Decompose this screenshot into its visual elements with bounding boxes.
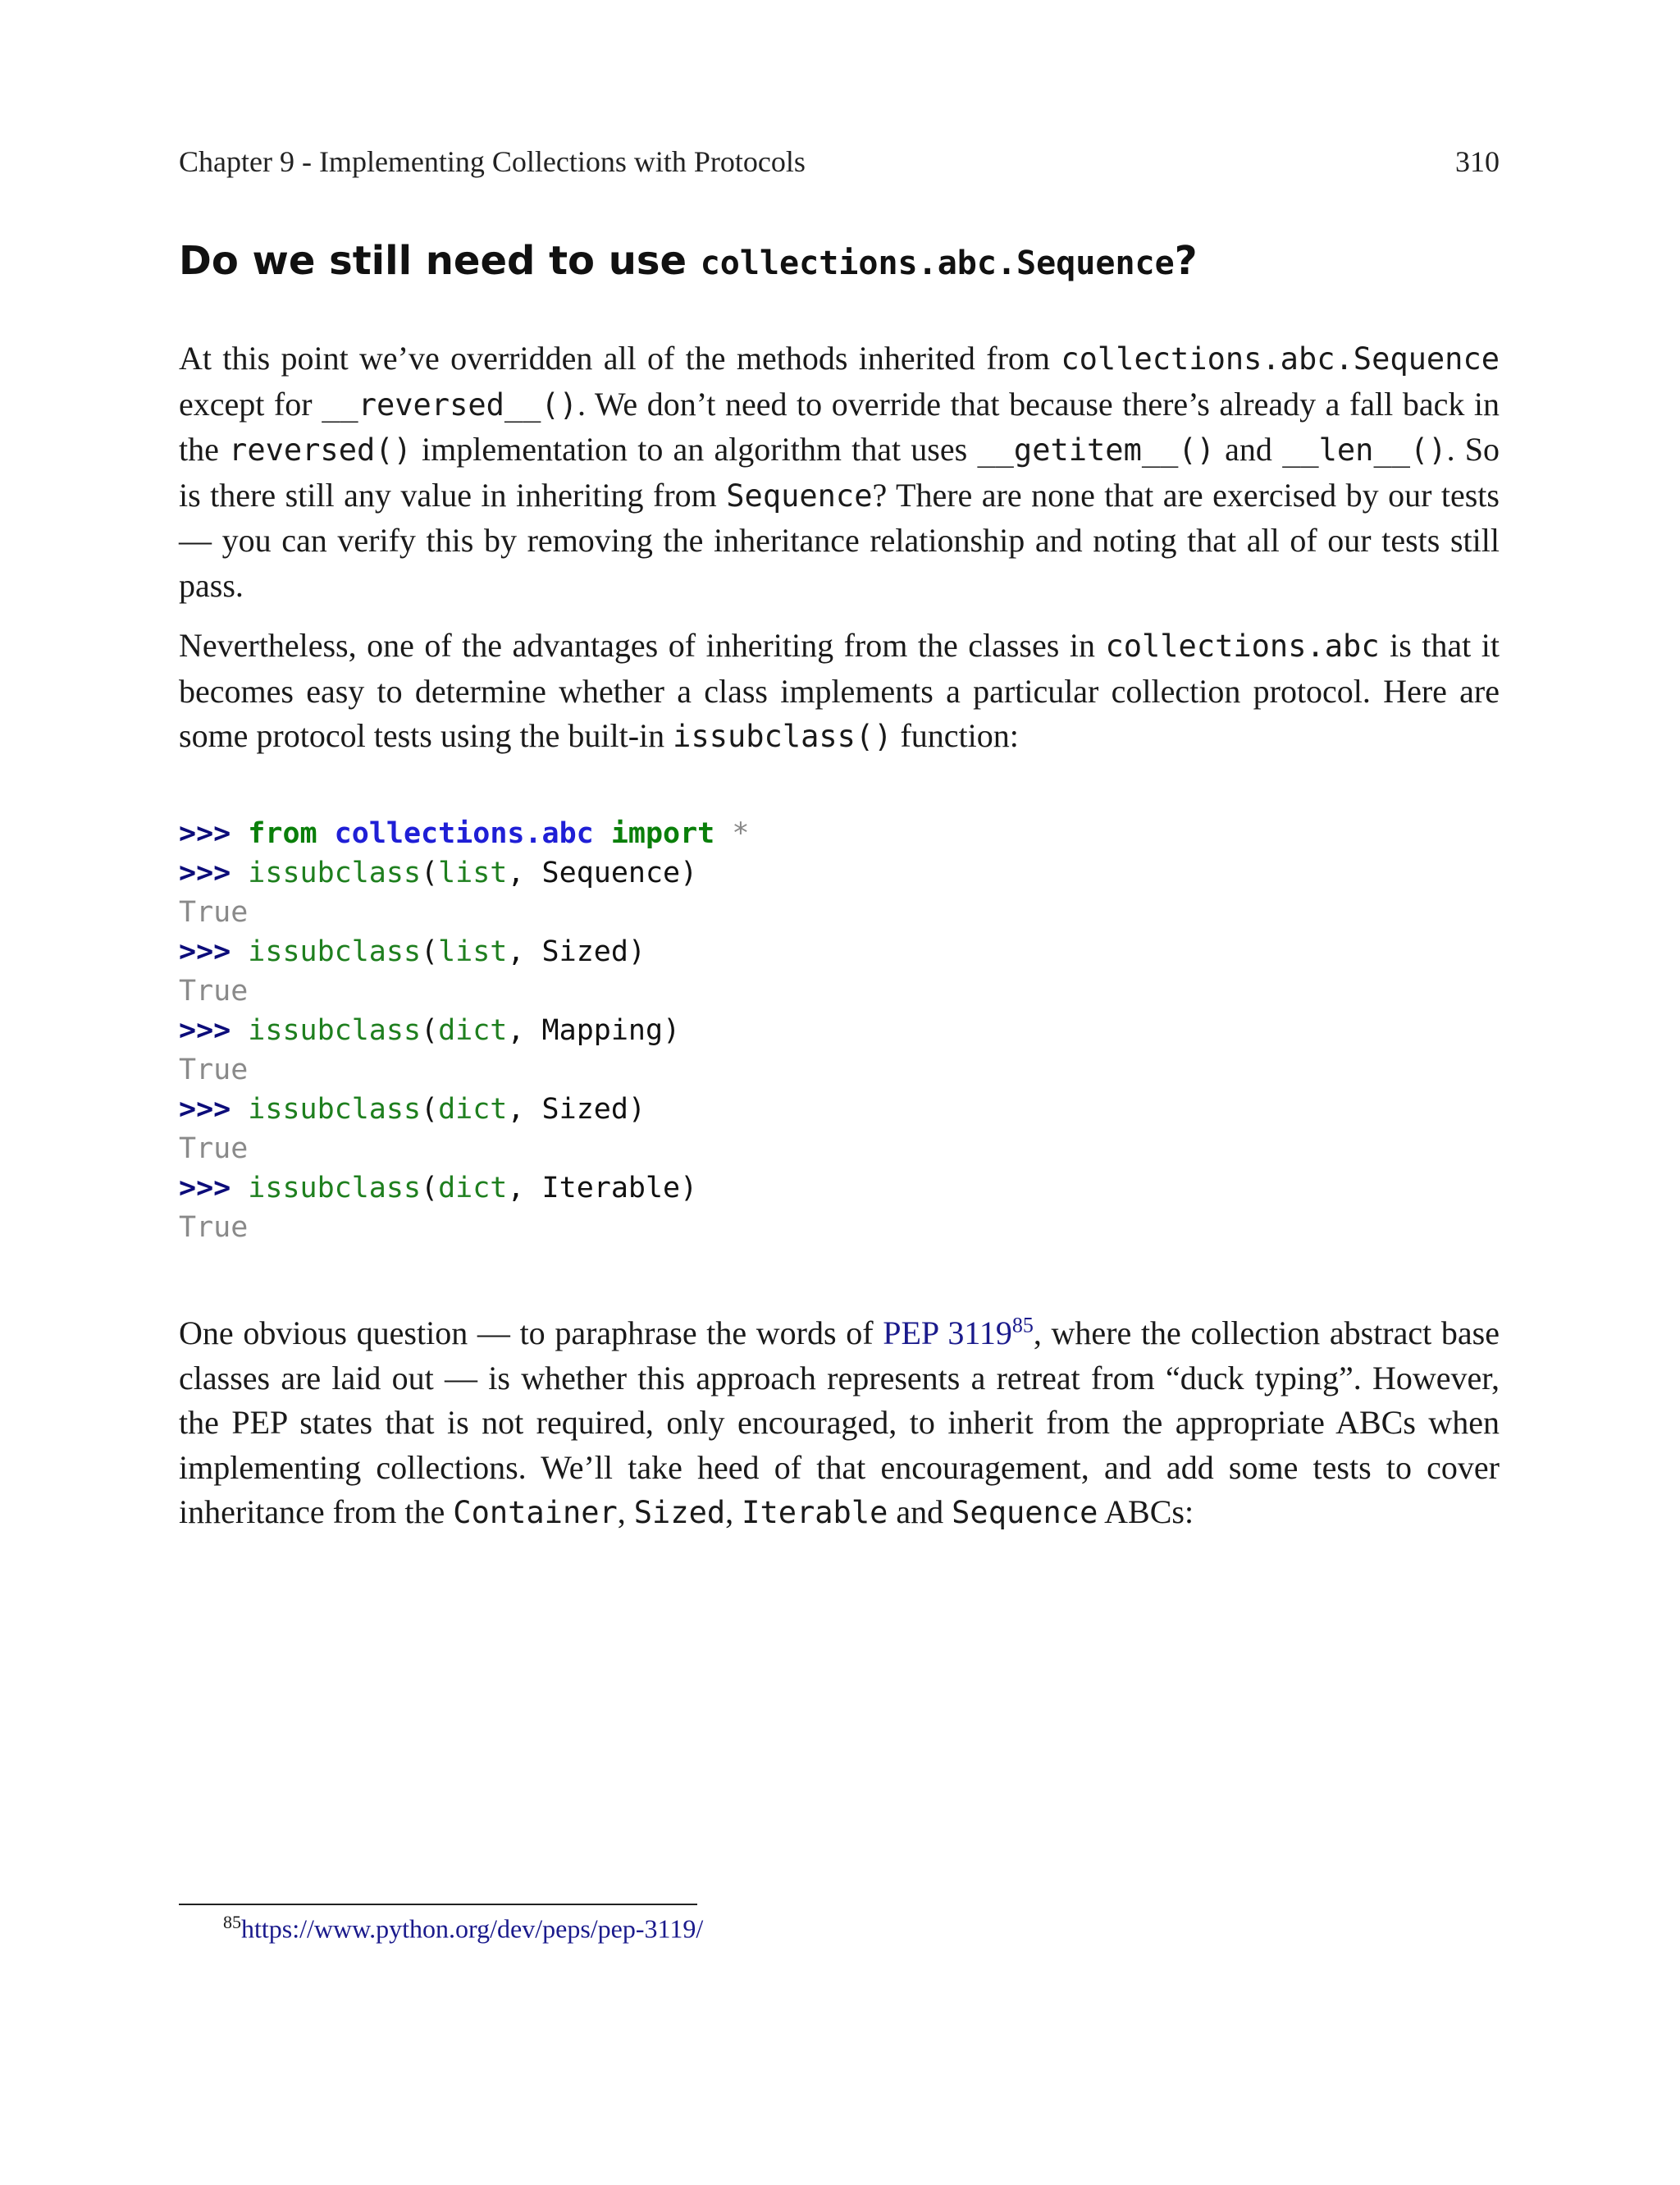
paren-open: ( <box>421 1172 439 1204</box>
code-line-input <box>179 853 749 893</box>
para1-text-6: . So is there still any value in inheriting from <box>179 431 1500 514</box>
code-reversed-dunder: __reversed__() <box>322 386 578 423</box>
code-container: Container <box>453 1495 618 1531</box>
para3-text-1: One obvious question — to paraphrase the words of <box>179 1314 883 1351</box>
repl-prompt: >>> <box>179 935 231 968</box>
paragraph-sequence-methods <box>179 336 1500 609</box>
code-sequence-abc: Sequence <box>952 1495 1098 1531</box>
code-sized: Sized <box>633 1495 726 1531</box>
code-sequence: Sequence <box>726 478 873 514</box>
abc-name: Sized <box>541 1093 628 1126</box>
module-name: collections.abc <box>334 817 594 850</box>
repl-prompt: >>> <box>179 857 231 889</box>
section-title-end: ? <box>1174 238 1198 284</box>
code-issubclass: issubclass() <box>673 719 892 755</box>
code-line-input <box>179 1011 749 1050</box>
keyword-from: from <box>248 817 317 850</box>
paren-open: ( <box>421 1014 439 1047</box>
arg-separator: , <box>507 1172 542 1204</box>
paragraph-duck-typing <box>179 1311 1500 1536</box>
footnote-number: 85 <box>223 1912 241 1932</box>
footnote-url-link[interactable]: https://www.python.org/dev/peps/pep-3119/ <box>241 1913 704 1944</box>
chapter-title: Chapter 9 - Implementing Collections with Protocols <box>179 145 806 178</box>
page-number: 310 <box>1455 145 1500 178</box>
arg-separator: , <box>507 1014 542 1047</box>
code-collections-abc: collections.abc <box>1105 629 1380 664</box>
para1-text-7: ? There are none that are exercised by our tests — you can verify this by removing the inheritance relationship and noting that all of our tests still pass. <box>179 476 1500 604</box>
code-line-output: True <box>179 975 249 1008</box>
builtin-issubclass: issubclass <box>248 1014 422 1047</box>
arg-separator: , <box>507 1093 542 1126</box>
repl-prompt: >>> <box>179 1014 231 1047</box>
para3-sep-2: , <box>725 1493 742 1531</box>
para2-text-1: Nevertheless, one of the advantages of inheriting from the classes in <box>179 627 1106 664</box>
para1-text-3: . We don’t need to override that because there’s already a fall back in the <box>179 385 1500 469</box>
section-title-code: collections.abc.Sequence <box>700 245 1175 282</box>
builtin-issubclass: issubclass <box>248 857 422 889</box>
builtin-issubclass: issubclass <box>248 1093 422 1126</box>
paren-close: ) <box>663 1014 681 1047</box>
para2-text-3: function: <box>892 717 1019 755</box>
builtin-type: dict <box>438 1093 508 1126</box>
code-line-output: True <box>179 1211 249 1244</box>
footnote <box>223 1912 703 1945</box>
builtin-issubclass: issubclass <box>248 935 422 968</box>
para3-text-3: and <box>888 1493 952 1531</box>
abc-name: Sequence <box>541 857 681 889</box>
code-line-input <box>179 1090 749 1129</box>
paren-close: ) <box>628 935 646 968</box>
builtin-type: dict <box>438 1014 508 1047</box>
paren-close: ) <box>628 1093 646 1126</box>
code-line-input <box>179 932 749 971</box>
builtin-type: dict <box>438 1172 508 1204</box>
code-line-import <box>179 814 749 853</box>
paren-open: ( <box>421 935 439 968</box>
para3-text-4: ABCs: <box>1098 1493 1194 1531</box>
code-line-output: True <box>179 1054 249 1086</box>
para3-text-2: , where the collection abstract base classes are laid out — is whether this approach represents a retreat from “duck typing”. However, the PEP states that is not required, only encouraged, to inherit from the appropriate ABCs when implementing collections. We’ll take heed of that encouragement, and add some tests to cover inheritance from the <box>179 1314 1500 1531</box>
paren-open: ( <box>421 1093 439 1126</box>
abc-name: Iterable <box>541 1172 681 1204</box>
builtin-type: list <box>438 935 508 968</box>
para1-text-4: implementation to an algorithm that uses <box>411 431 978 469</box>
keyword-import: import <box>610 817 715 850</box>
paragraph-protocol-tests <box>179 624 1500 760</box>
abc-name: Sized <box>541 935 628 968</box>
running-header <box>179 144 1500 179</box>
para2-text-2: is that it becomes easy to determine whether a class implements a particular collection protocol. Here are some protocol tests using the built-in <box>179 627 1500 755</box>
code-collections-abc-sequence: collections.abc.Sequence <box>1061 341 1500 377</box>
paren-open: ( <box>421 857 439 889</box>
code-line-output: True <box>179 896 249 929</box>
code-reversed: reversed() <box>229 432 412 469</box>
code-iterable: Iterable <box>742 1495 888 1531</box>
footnote-reference[interactable]: 85 <box>1011 1313 1034 1337</box>
para1-text-1: At this point we’ve overridden all of the methods inherited from <box>179 340 1061 377</box>
code-line-input <box>179 1168 749 1208</box>
repl-prompt: >>> <box>179 1093 231 1126</box>
import-star: * <box>732 817 750 850</box>
pep-3119-link[interactable]: PEP 3119 <box>883 1314 1012 1351</box>
section-title <box>179 238 1198 284</box>
builtin-type: list <box>438 857 508 889</box>
para3-sep-1: , <box>617 1493 634 1531</box>
repl-prompt: >>> <box>179 817 231 850</box>
code-block-repl <box>179 814 749 1247</box>
arg-separator: , <box>507 935 542 968</box>
repl-prompt: >>> <box>179 1172 231 1204</box>
abc-name: Mapping <box>541 1014 664 1047</box>
code-line-output: True <box>179 1132 249 1165</box>
para1-text-2: except for <box>179 385 322 423</box>
paren-close: ) <box>680 857 698 889</box>
code-len: __len__() <box>1282 432 1447 469</box>
paren-close: ) <box>680 1172 698 1204</box>
para1-text-5: and <box>1214 431 1283 469</box>
builtin-issubclass: issubclass <box>248 1172 422 1204</box>
footnote-divider <box>179 1904 697 1905</box>
code-getitem: __getitem__() <box>977 432 1215 469</box>
section-title-text: Do we still need to use <box>179 238 701 284</box>
arg-separator: , <box>507 857 542 889</box>
